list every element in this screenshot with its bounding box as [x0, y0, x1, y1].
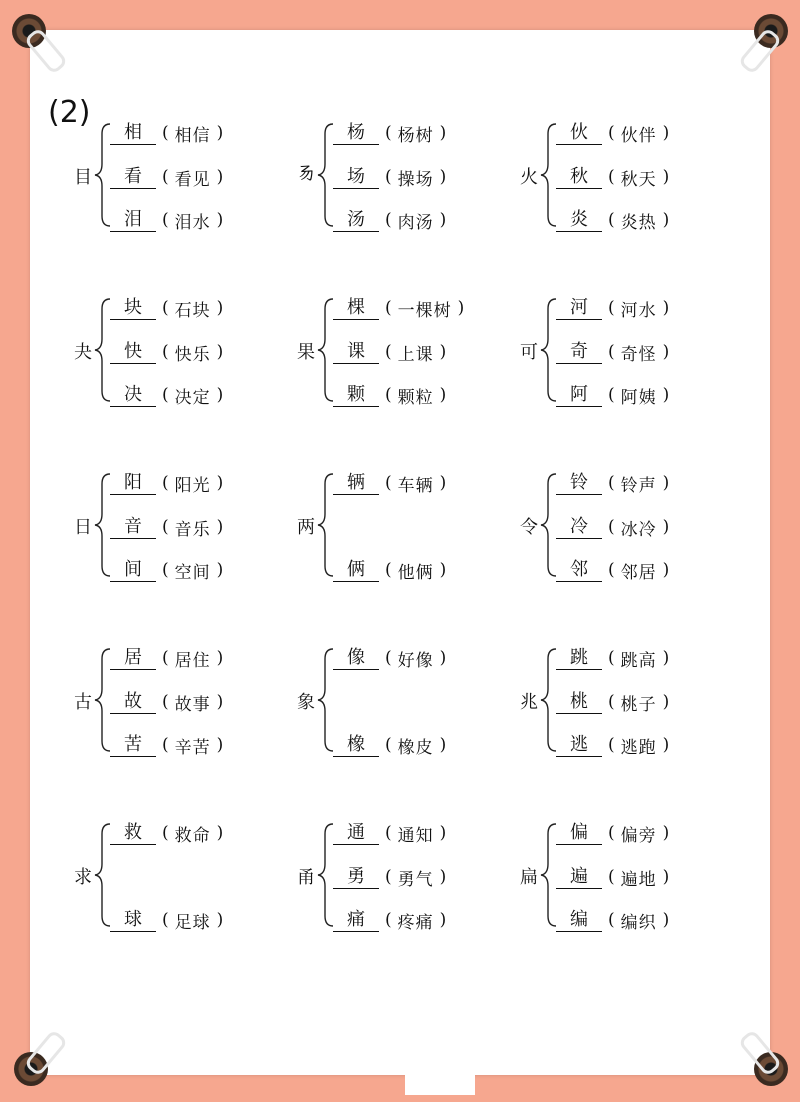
- example-word: 邻居: [620, 562, 657, 583]
- open-paren: (: [385, 342, 392, 362]
- open-paren: (: [608, 692, 615, 712]
- example-word: 音乐: [174, 519, 211, 540]
- character-row: [333, 164, 452, 190]
- close-paren: ): [439, 385, 447, 405]
- answer-character: 编: [556, 909, 602, 932]
- character-row: [110, 907, 229, 933]
- open-paren: (: [385, 210, 392, 230]
- character-row: [556, 907, 675, 933]
- close-paren: ): [439, 342, 447, 362]
- example-word: 救命: [174, 825, 211, 846]
- example-word: 好像: [397, 650, 434, 671]
- close-paren: ): [662, 167, 670, 187]
- character-group: [72, 470, 297, 583]
- answer-character: 球: [110, 909, 156, 932]
- answer-character: 勇: [333, 866, 379, 889]
- close-paren: ): [662, 867, 670, 887]
- close-paren: ): [662, 517, 670, 537]
- answer-character: 炎: [556, 209, 602, 232]
- character-row: [110, 382, 229, 408]
- open-paren: (: [385, 560, 392, 580]
- close-paren: ): [439, 123, 447, 143]
- open-paren: (: [608, 910, 615, 930]
- open-paren: (: [162, 823, 169, 843]
- close-paren: ): [439, 867, 447, 887]
- close-paren: ): [216, 823, 224, 843]
- answer-character: 课: [333, 341, 379, 364]
- example-word: 足球: [174, 912, 211, 933]
- example-word: 桃子: [620, 694, 657, 715]
- close-paren: ): [216, 473, 224, 493]
- root-component: 古: [74, 692, 92, 713]
- close-paren: ): [662, 735, 670, 755]
- root-component: 火: [520, 167, 538, 188]
- close-paren: ): [216, 692, 224, 712]
- open-paren: (: [608, 342, 615, 362]
- example-word: 相信: [174, 125, 211, 146]
- open-paren: (: [162, 735, 169, 755]
- answer-character: 阿: [556, 384, 602, 407]
- character-row: [110, 470, 229, 496]
- open-paren: (: [162, 473, 169, 493]
- example-word: 勇气: [397, 869, 434, 890]
- answer-character: 逃: [556, 734, 602, 757]
- example-word: 石块: [174, 300, 211, 321]
- example-word: 炎热: [620, 212, 657, 233]
- open-paren: (: [162, 167, 169, 187]
- character-group: [518, 645, 743, 758]
- open-paren: (: [385, 648, 392, 668]
- open-paren: (: [385, 473, 392, 493]
- answer-character: 阳: [110, 472, 156, 495]
- close-paren: ): [662, 473, 670, 493]
- open-paren: (: [385, 298, 392, 318]
- example-word: 决定: [174, 387, 211, 408]
- answer-character: 看: [110, 166, 156, 189]
- character-row: [556, 382, 675, 408]
- open-paren: (: [608, 298, 615, 318]
- close-paren: ): [662, 385, 670, 405]
- root-component: 𠃓: [297, 163, 315, 184]
- close-paren: ): [662, 823, 670, 843]
- character-row: [556, 295, 675, 321]
- character-row: [556, 645, 675, 671]
- character-row: [556, 820, 675, 846]
- paper-tab: [405, 1055, 475, 1095]
- character-row: [333, 864, 452, 890]
- answer-character: 间: [110, 559, 156, 582]
- answer-character: 相: [110, 122, 156, 145]
- answer-character: 救: [110, 822, 156, 845]
- character-row: [333, 645, 452, 671]
- open-paren: (: [385, 735, 392, 755]
- answer-character: 痛: [333, 909, 379, 932]
- answer-character: 苦: [110, 734, 156, 757]
- character-row: [333, 820, 452, 846]
- character-row: [110, 557, 229, 583]
- close-paren: ): [439, 910, 447, 930]
- example-word: 阳光: [174, 475, 211, 496]
- answer-character: 铃: [556, 472, 602, 495]
- example-word: 奇怪: [620, 344, 657, 365]
- example-word: 橡皮: [397, 737, 434, 758]
- close-paren: ): [662, 692, 670, 712]
- character-group: [295, 820, 520, 933]
- open-paren: (: [608, 867, 615, 887]
- root-component: 扁: [520, 867, 538, 888]
- character-group: [72, 120, 297, 233]
- answer-character: 遍: [556, 866, 602, 889]
- open-paren: (: [162, 692, 169, 712]
- close-paren: ): [439, 648, 447, 668]
- open-paren: (: [162, 298, 169, 318]
- open-paren: (: [608, 473, 615, 493]
- character-group: [518, 470, 743, 583]
- example-word: 通知: [397, 825, 434, 846]
- example-word: 伙伴: [620, 125, 657, 146]
- character-row: [333, 557, 452, 583]
- open-paren: (: [608, 385, 615, 405]
- close-paren: ): [662, 298, 670, 318]
- example-word: 杨树: [397, 125, 434, 146]
- character-group: [518, 120, 743, 233]
- answer-character: 桃: [556, 691, 602, 714]
- example-word: 居住: [174, 650, 211, 671]
- close-paren: ): [457, 298, 465, 318]
- answer-character: 跳: [556, 647, 602, 670]
- close-paren: ): [216, 298, 224, 318]
- open-paren: (: [385, 167, 392, 187]
- open-paren: (: [385, 123, 392, 143]
- answer-character: 伙: [556, 122, 602, 145]
- open-paren: (: [608, 560, 615, 580]
- open-paren: (: [608, 648, 615, 668]
- character-row: [556, 689, 675, 715]
- answer-character: 像: [333, 647, 379, 670]
- example-word: 偏旁: [620, 825, 657, 846]
- answer-character: 俩: [333, 559, 379, 582]
- example-word: 疼痛: [397, 912, 434, 933]
- character-group: [518, 820, 743, 933]
- answer-character: 棵: [333, 297, 379, 320]
- character-row: [556, 164, 675, 190]
- example-word: 跳高: [620, 650, 657, 671]
- character-row: [110, 732, 229, 758]
- root-component: 两: [297, 517, 315, 538]
- character-row: [110, 295, 229, 321]
- answer-character: 块: [110, 297, 156, 320]
- close-paren: ): [216, 342, 224, 362]
- open-paren: (: [162, 910, 169, 930]
- character-row: [556, 732, 675, 758]
- example-word: 肉汤: [397, 212, 434, 233]
- answer-character: 邻: [556, 559, 602, 582]
- open-paren: (: [162, 123, 169, 143]
- example-word: 编织: [620, 912, 657, 933]
- character-row: [110, 339, 229, 365]
- character-row: [333, 295, 470, 321]
- character-row: [333, 339, 452, 365]
- open-paren: (: [608, 167, 615, 187]
- open-paren: (: [608, 123, 615, 143]
- open-paren: (: [162, 385, 169, 405]
- character-row: [556, 557, 675, 583]
- close-paren: ): [439, 560, 447, 580]
- close-paren: ): [216, 517, 224, 537]
- character-row: [333, 907, 452, 933]
- example-word: 阿姨: [620, 387, 657, 408]
- answer-character: 故: [110, 691, 156, 714]
- root-component: 可: [520, 342, 538, 363]
- root-component: 果: [297, 342, 315, 363]
- character-row: [333, 120, 452, 146]
- character-group: [72, 295, 297, 408]
- open-paren: (: [385, 385, 392, 405]
- answer-character: 秋: [556, 166, 602, 189]
- close-paren: ): [439, 210, 447, 230]
- character-row: [556, 514, 675, 540]
- character-row: [110, 514, 229, 540]
- open-paren: (: [162, 648, 169, 668]
- character-row: [556, 120, 675, 146]
- open-paren: (: [162, 342, 169, 362]
- example-word: 逃跑: [620, 737, 657, 758]
- root-component: 象: [297, 692, 315, 713]
- close-paren: ): [662, 648, 670, 668]
- character-row: [333, 732, 452, 758]
- example-word: 铃声: [620, 475, 657, 496]
- root-component: 甬: [297, 867, 315, 888]
- example-word: 他俩: [397, 562, 434, 583]
- open-paren: (: [162, 517, 169, 537]
- example-word: 空间: [174, 562, 211, 583]
- close-paren: ): [216, 910, 224, 930]
- close-paren: ): [216, 560, 224, 580]
- character-row: [110, 207, 229, 233]
- example-word: 故事: [174, 694, 211, 715]
- character-row: [110, 689, 229, 715]
- example-word: 遍地: [620, 869, 657, 890]
- example-word: 颗粒: [397, 387, 434, 408]
- root-component: 夬: [74, 342, 92, 363]
- open-paren: (: [608, 823, 615, 843]
- close-paren: ): [439, 473, 447, 493]
- example-word: 看见: [174, 169, 211, 190]
- character-row: [333, 207, 452, 233]
- character-group: [295, 120, 520, 233]
- example-word: 辛苦: [174, 737, 211, 758]
- answer-character: 颗: [333, 384, 379, 407]
- character-group: [295, 645, 520, 758]
- root-component: 兆: [520, 692, 538, 713]
- answer-character: 通: [333, 822, 379, 845]
- character-row: [556, 207, 675, 233]
- close-paren: ): [216, 735, 224, 755]
- open-paren: (: [608, 210, 615, 230]
- close-paren: ): [439, 167, 447, 187]
- root-component: 日: [74, 517, 92, 538]
- character-group: [72, 820, 297, 933]
- character-row: [110, 820, 229, 846]
- answer-character: 冷: [556, 516, 602, 539]
- open-paren: (: [608, 517, 615, 537]
- open-paren: (: [162, 560, 169, 580]
- example-word: 秋天: [620, 169, 657, 190]
- character-group: [295, 295, 520, 408]
- answer-character: 音: [110, 516, 156, 539]
- character-group: [518, 295, 743, 408]
- close-paren: ): [216, 648, 224, 668]
- answer-character: 河: [556, 297, 602, 320]
- character-row: [556, 864, 675, 890]
- character-row: [110, 120, 229, 146]
- section-label: (2): [48, 95, 91, 130]
- close-paren: ): [662, 342, 670, 362]
- character-row: [333, 382, 452, 408]
- answer-character: 快: [110, 341, 156, 364]
- answer-character: 橡: [333, 734, 379, 757]
- open-paren: (: [385, 823, 392, 843]
- example-word: 上课: [397, 344, 434, 365]
- example-word: 操场: [397, 169, 434, 190]
- character-group: [72, 645, 297, 758]
- answer-character: 偏: [556, 822, 602, 845]
- answer-character: 奇: [556, 341, 602, 364]
- example-word: 快乐: [174, 344, 211, 365]
- example-word: 一棵树: [397, 300, 452, 321]
- close-paren: ): [439, 823, 447, 843]
- open-paren: (: [608, 735, 615, 755]
- example-word: 冰冷: [620, 519, 657, 540]
- answer-character: 场: [333, 166, 379, 189]
- open-paren: (: [385, 910, 392, 930]
- root-component: 求: [74, 867, 92, 888]
- close-paren: ): [439, 735, 447, 755]
- character-row: [556, 339, 675, 365]
- close-paren: ): [662, 910, 670, 930]
- answer-character: 泪: [110, 209, 156, 232]
- answer-character: 决: [110, 384, 156, 407]
- example-word: 泪水: [174, 212, 211, 233]
- answer-character: 杨: [333, 122, 379, 145]
- example-word: 车辆: [397, 475, 434, 496]
- open-paren: (: [162, 210, 169, 230]
- character-row: [110, 164, 229, 190]
- answer-character: 居: [110, 647, 156, 670]
- character-group: [295, 470, 520, 583]
- root-component: 令: [520, 517, 538, 538]
- close-paren: ): [662, 560, 670, 580]
- close-paren: ): [216, 123, 224, 143]
- close-paren: ): [662, 210, 670, 230]
- close-paren: ): [216, 385, 224, 405]
- close-paren: ): [662, 123, 670, 143]
- answer-character: 汤: [333, 209, 379, 232]
- close-paren: ): [216, 167, 224, 187]
- root-component: 目: [74, 167, 92, 188]
- close-paren: ): [216, 210, 224, 230]
- open-paren: (: [385, 867, 392, 887]
- character-row: [556, 470, 675, 496]
- character-row: [110, 645, 229, 671]
- answer-character: 辆: [333, 472, 379, 495]
- example-word: 河水: [620, 300, 657, 321]
- character-row: [333, 470, 452, 496]
